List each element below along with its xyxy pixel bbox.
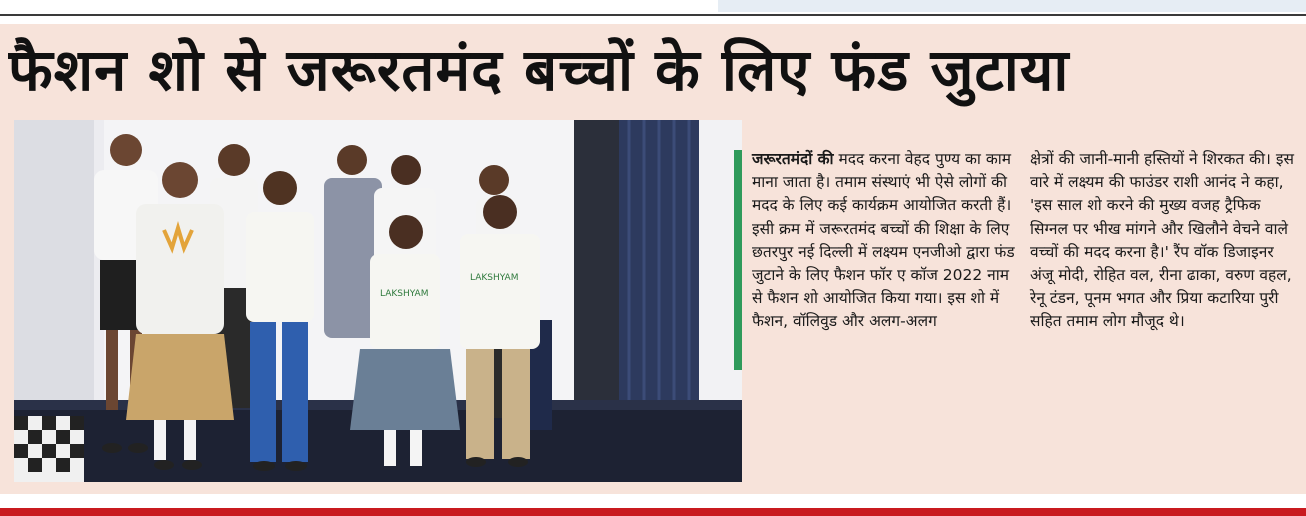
event-photo xyxy=(14,120,742,482)
top-edge-tint xyxy=(718,0,1306,12)
body-column-1 xyxy=(752,148,1022,334)
tshirt-text-1: LAKSHYAM xyxy=(380,289,429,299)
headline: फैशन शो से जरूरतमंद बच्चों के लिए फंड जुटाया xyxy=(8,36,1070,104)
top-rule xyxy=(0,14,1306,16)
body-lead: जरूरतमंदों की xyxy=(752,150,834,168)
bottom-rule xyxy=(0,508,1306,516)
body-column-1-text: मदद करना वेहद पुण्य का काम माना जाता है। तमाम संस्थाएं भी ऐसे लोगों की मदद के लिए कई कार्यक्रम आयोजित करती हैं। इसी क्रम में जरूरतमंद बच्चों की शिक्षा के लिए छतरपुर नई दिल्ली में लक्ष्यम एनजीओ द्वारा फंड जुटाने के लिए फैशन फॉर ए कॉज 2022 नाम से फैशन शो आयोजित किया गया। इस शो में फैशन, वॉलिवुड और अलग-अलग xyxy=(752,150,1015,331)
body-column-2: क्षेत्रों की जानी-मानी हस्तियों ने शिरकत की। इस वारे में लक्ष्यम की फाउंडर राशी आनंद ने कहा, 'इस साल शो करने की मुख्य वजह ट्रैफिक सिग्नल पर भीख मांगने और खिलौने वेचने वाले वच्चों की मदद करना है।' रैंप वॉक डिजाइनर अंजू मोदी, रोहित वल, रीना ढाका, वरुण वहल, रेनू टंडन, पूनम भगत और प्रिया कटारिया पुरी सहित तमाम लोग मौजूद थे। xyxy=(1030,150,1294,331)
tshirt-text-2: LAKSHYAM xyxy=(470,273,519,283)
